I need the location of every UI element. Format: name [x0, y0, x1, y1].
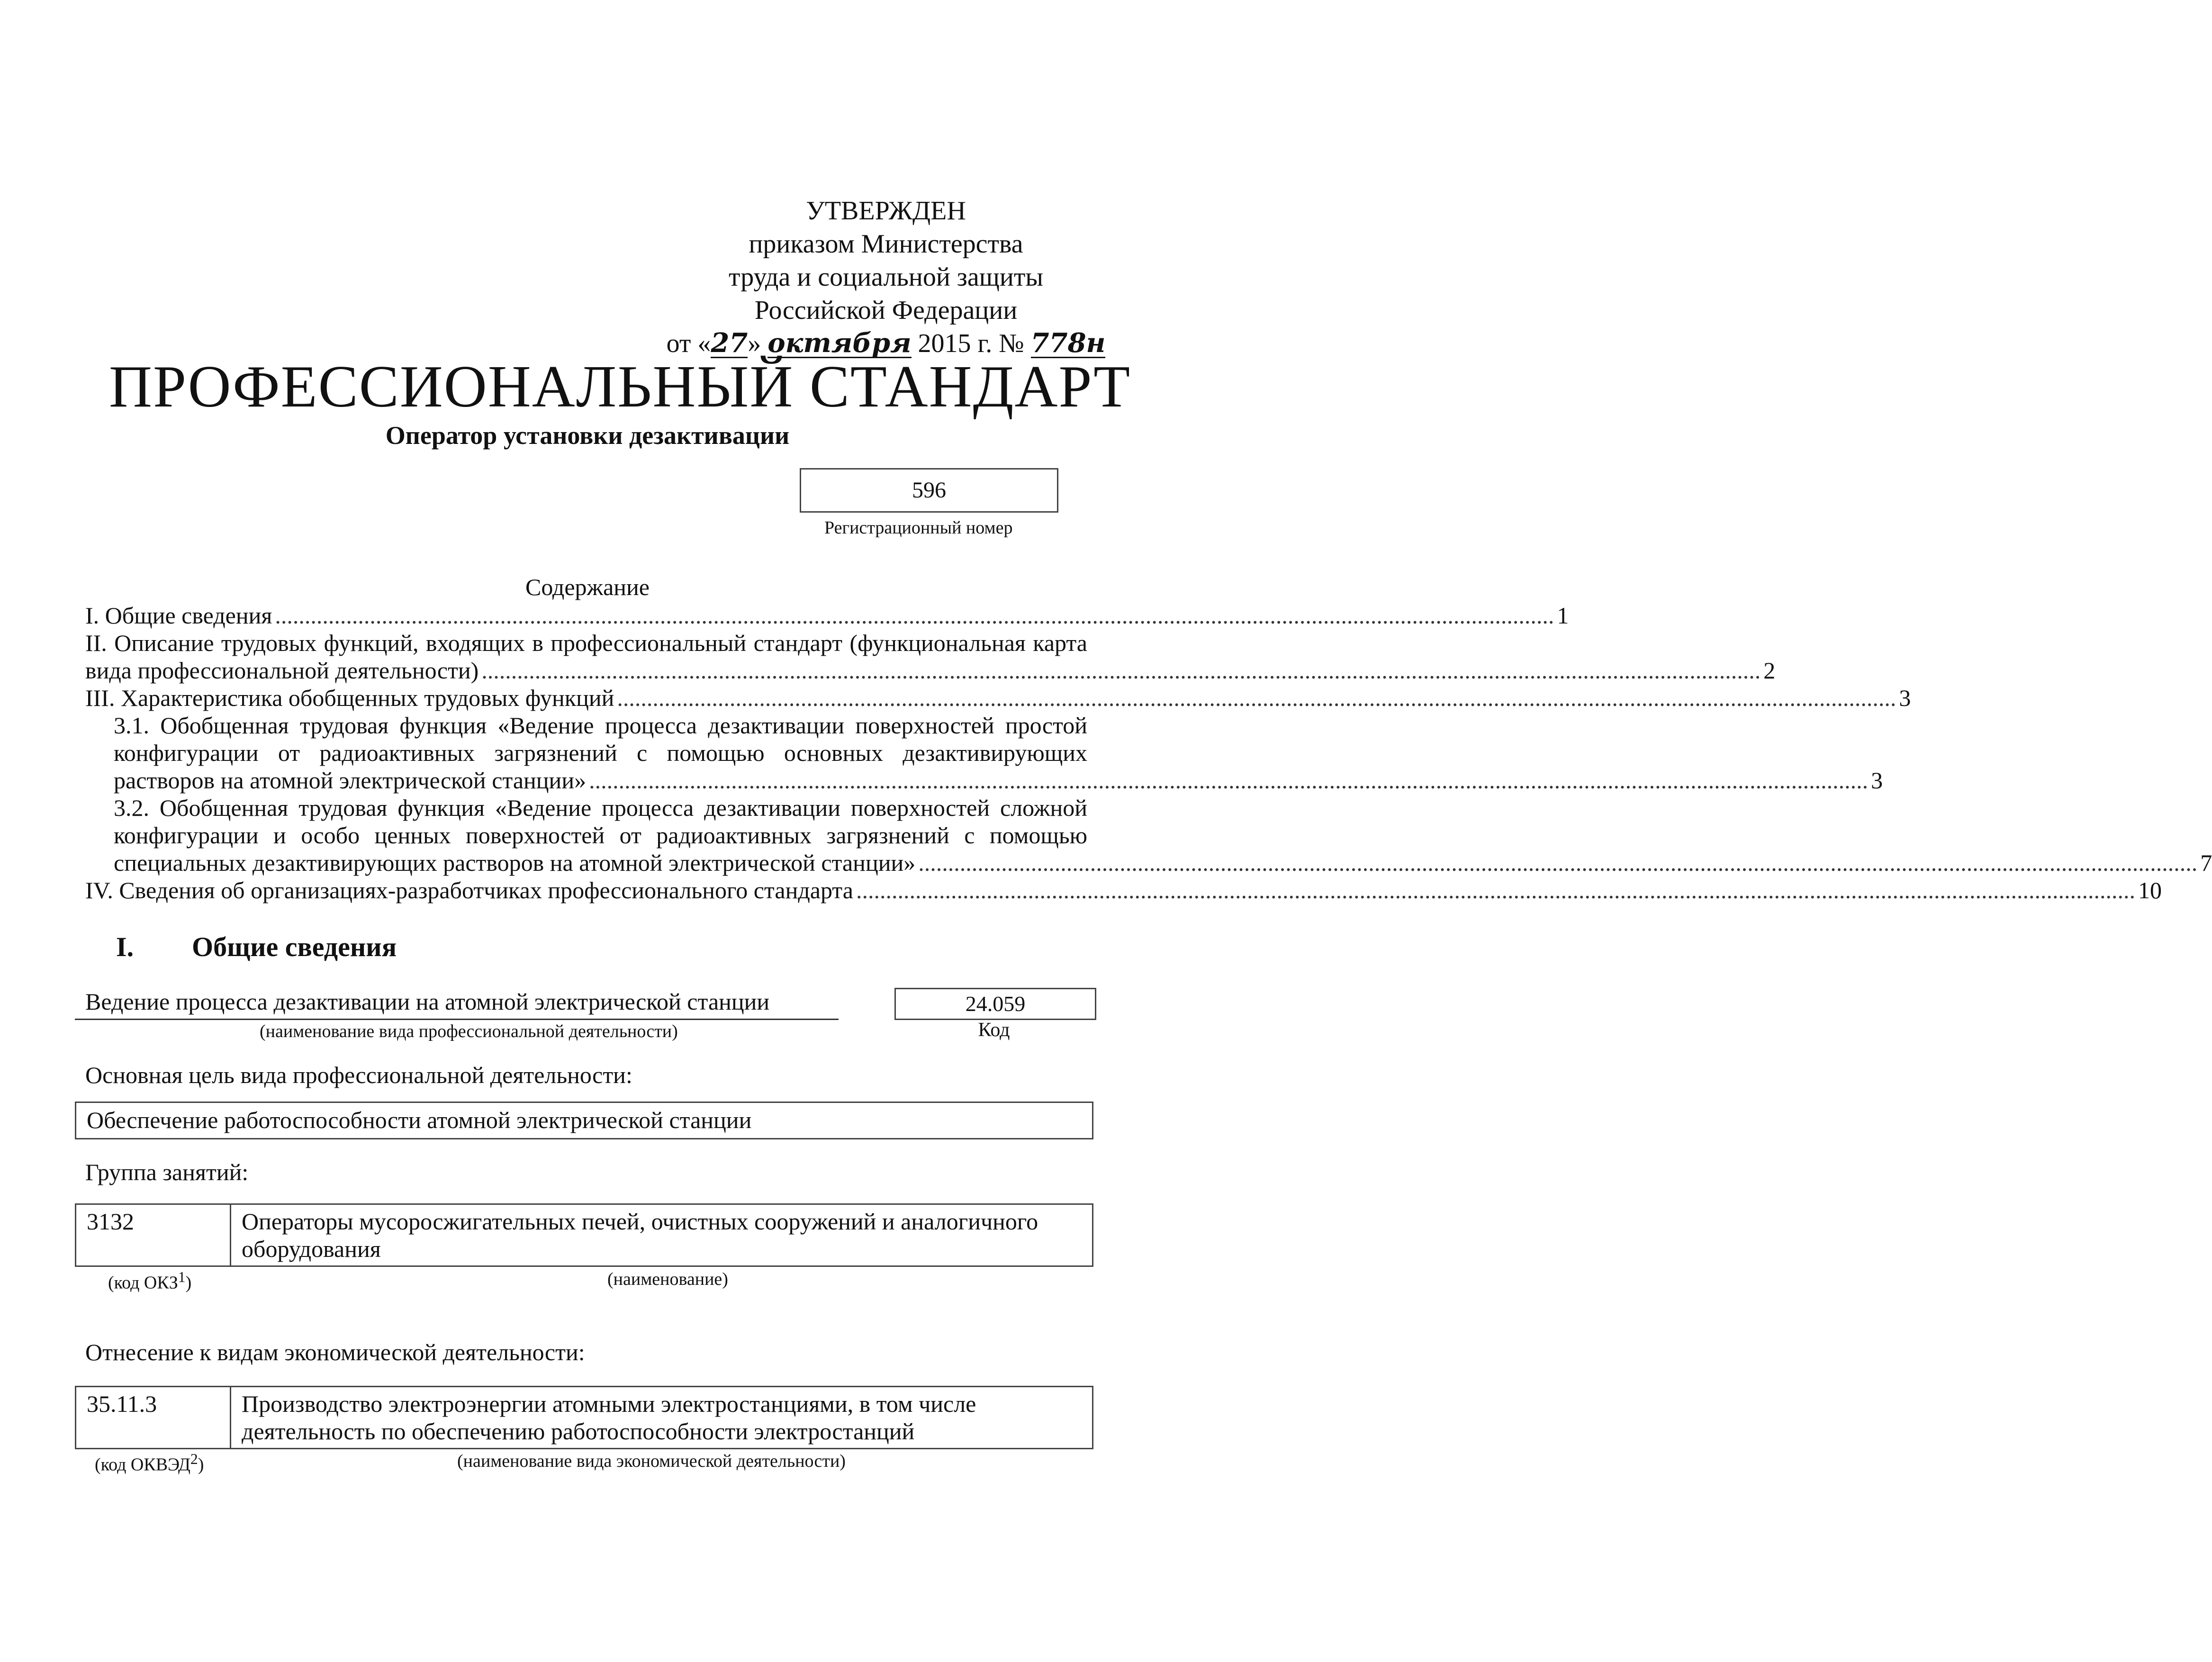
toc-entry[interactable]	[85, 602, 1569, 629]
approval-block	[654, 194, 1118, 360]
date-prefix: от «	[666, 329, 711, 358]
toc-leader-dots: ........................................................................................................................................................................................................................	[617, 685, 1896, 711]
toc-entry-text: I. Общие сведения	[85, 602, 272, 629]
toc-entry-text: конфигурации от радиоактивных загрязнений с помощью основных дезактивирующих	[114, 740, 1087, 766]
toc-entry-text: растворов на атомной электрической станции»	[114, 767, 587, 794]
okz-name-line: Операторы мусоросжигательных печей, очистных сооружений и аналогичного	[242, 1208, 1038, 1235]
section-title: Общие сведения	[192, 931, 397, 962]
toc-leader-dots: ........................................................................................................................................................................................................................	[856, 877, 2135, 903]
toc-entry-text: конфигурации и особо ценных поверхностей от радиоактивных загрязнений с помощью	[114, 822, 1087, 849]
toc-entry[interactable]	[85, 712, 1883, 794]
footnote-ref-2[interactable]: 2	[190, 1451, 198, 1467]
okz-name-line: оборудования	[242, 1236, 381, 1262]
toc-leader-dots: ........................................................................................................................................................................................................................	[918, 849, 2198, 876]
registration-number-caption: Регистрационный номер	[824, 518, 1013, 538]
date-year: 2015 г. №	[918, 329, 1024, 358]
okved-code-caption: (код ОКВЭД$^2$)	[95, 1451, 204, 1475]
section-number: I.	[116, 931, 134, 962]
document-title: ПРОФЕССИОНАЛЬНЫЙ СТАНДАРТ	[109, 354, 1131, 420]
footnote-ref-1[interactable]: 1	[178, 1269, 186, 1285]
toc-entry-text: вида профессиональной деятельности)	[85, 657, 479, 684]
toc-entry[interactable]	[85, 876, 2162, 904]
toc-leader-dots: ........................................................................................................................................................................................................................	[589, 767, 1869, 794]
toc-entry-text: IV. Сведения об организациях-разработчиках профессионального стандарта	[85, 877, 853, 903]
okz-name-caption: (наименование)	[607, 1269, 728, 1289]
toc-entry-page: 1	[1557, 602, 1569, 629]
goal-box: Обеспечение работоспособности атомной электрической станции	[75, 1102, 1093, 1139]
activity-code-box: 24.059	[894, 988, 1096, 1020]
toc-entry-text: III. Характеристика обобщенных трудовых функций	[85, 685, 614, 711]
toc-entry-text: специальных дезактивирующих растворов на атомной электрической станции»	[114, 849, 916, 876]
toc-entry-page: 7	[2200, 849, 2212, 876]
toc-entry[interactable]	[85, 629, 1776, 684]
toc-entry-text: 3.2. Обобщенная трудовая функция «Ведение процесса дезактивации поверхностей сложной	[114, 795, 1087, 821]
toc-entry-page: 3	[1899, 685, 1911, 711]
table-of-contents	[85, 602, 2212, 904]
toc-leader-dots: ........................................................................................................................................................................................................................	[275, 602, 1554, 629]
toc-entry-page: 2	[1763, 657, 1776, 684]
handwritten-month: октября	[767, 327, 912, 359]
toc-entry[interactable]	[85, 684, 1911, 712]
approval-line-4: Российской Федерации	[754, 296, 1018, 325]
activity-name: Ведение процесса дезактивации на атомной электрической станции	[85, 988, 770, 1015]
table-row	[76, 1387, 1093, 1449]
toc-entry-text: 3.1. Обобщенная трудовая функция «Ведение процесса дезактивации поверхностей простой	[114, 712, 1087, 739]
occupation-group-table	[75, 1203, 1093, 1267]
approval-title: УТВЕРЖДЕН	[806, 196, 966, 226]
okz-name-cell	[231, 1204, 1093, 1266]
goal-label: Основная цель вида профессиональной деятельности:	[85, 1062, 632, 1088]
registration-number-box: 596	[800, 468, 1058, 513]
activity-underline	[75, 1019, 839, 1020]
document-subtitle: Оператор установки дезактивации	[385, 421, 790, 450]
okz-code-cell: 3132	[76, 1204, 231, 1266]
toc-heading: Содержание	[525, 574, 650, 600]
toc-entry-page: 3	[1871, 767, 1883, 794]
toc-entry-page: 10	[2138, 877, 2162, 903]
handwritten-day: 27	[711, 327, 748, 359]
date-mid: »	[748, 329, 761, 358]
table-row	[76, 1204, 1093, 1266]
economic-activity-table	[75, 1386, 1093, 1449]
economic-activity-label: Отнесение к видам экономической деятельности:	[85, 1339, 585, 1365]
okved-name-caption: (наименование вида экономической деятельности)	[457, 1451, 846, 1471]
toc-entry[interactable]	[85, 794, 2212, 876]
okved-name-line: Производство электроэнергии атомными электростанциями, в том числе	[242, 1391, 976, 1417]
activity-caption: (наименование вида профессиональной деятельности)	[260, 1021, 678, 1041]
approval-line-3: труда и социальной защиты	[729, 262, 1043, 292]
okved-code-cell: 35.11.3	[76, 1387, 231, 1449]
okz-code-caption: (код ОКЗ$^1$)	[108, 1269, 192, 1293]
toc-leader-dots: ........................................................................................................................................................................................................................	[481, 657, 1761, 684]
handwritten-order-number: 778н	[1030, 327, 1106, 359]
okved-name-cell	[231, 1387, 1093, 1449]
okved-name-line: деятельность по обеспечению работоспособности электростанций	[242, 1418, 915, 1445]
activity-code-caption: Код	[978, 1019, 1010, 1041]
toc-entry-text: II. Описание трудовых функций, входящих в профессиональный стандарт (функциональная карта	[85, 630, 1087, 656]
approval-line-2: приказом Министерства	[749, 229, 1023, 259]
occupation-group-label: Группа занятий:	[85, 1159, 249, 1185]
